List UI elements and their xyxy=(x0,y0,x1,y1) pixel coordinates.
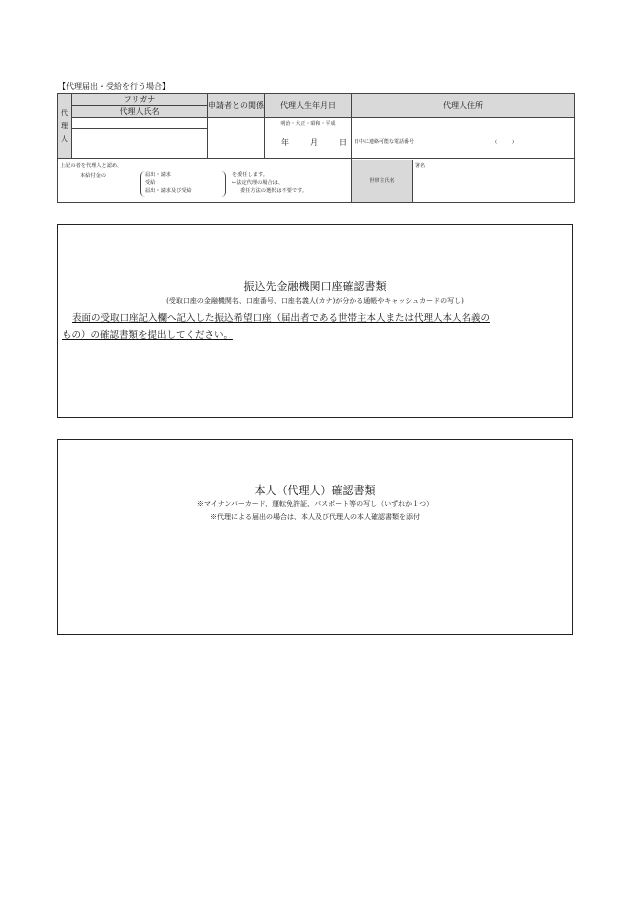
phone-label: 日中に連絡可能な電話番号 xyxy=(354,139,415,146)
bank-box-instruction-2: もの）の確認書類を提出してください。 xyxy=(62,330,234,341)
householder-label: 世帯主氏名 xyxy=(352,160,413,202)
relation-field[interactable] xyxy=(208,118,265,159)
address-field[interactable] xyxy=(352,118,575,159)
bank-account-doc-box xyxy=(57,224,573,418)
name-header: 代理人氏名 xyxy=(72,106,208,118)
phone-field[interactable]: ( ) xyxy=(495,139,514,146)
signature-field[interactable]: 署名 xyxy=(415,162,426,169)
id-box-line-2: ※代理による届出の場合は、本人及び代理人の本人確認書類を添付 xyxy=(210,513,420,521)
year-label: 年 xyxy=(281,138,289,148)
furigana-field[interactable] xyxy=(72,118,208,128)
delegation-options[interactable]: 届出・請求 受給 届出・請求及び受給 xyxy=(140,171,226,197)
id-doc-box xyxy=(57,439,573,635)
id-box-title: 本人（代理人）確認書類 xyxy=(254,484,376,497)
id-box-line-1: ※マイナンバーカード、運転免許証、パスポート等の写し（いずれか１つ） xyxy=(196,500,434,508)
furigana-header: フリガナ xyxy=(72,94,208,106)
proxy-name-field[interactable] xyxy=(72,128,208,159)
birthdate-field[interactable] xyxy=(265,118,352,159)
day-label: 日 xyxy=(339,138,347,148)
address-header: 代理人住所 xyxy=(352,94,575,118)
era-options: 明治・大正・昭和・平成 xyxy=(280,121,336,128)
proxy-vertical-label: 代 理 人 xyxy=(58,94,72,159)
bank-box-subtitle: (受取口座の金融機関名、口座番号、口座名義人(カナ)が分かる通帳やキャッシュカードの写し) xyxy=(166,297,464,305)
bank-box-title: 振込先金融機関口座確認書類 xyxy=(243,280,387,293)
bank-box-instruction-1: 表面の受取口座記入欄へ記入した振込希望口座（届出者である世帯主本人または代理人本人名義の xyxy=(72,313,491,324)
proxy-form-table xyxy=(57,93,575,203)
birthdate-header: 代理人生年月日 xyxy=(265,94,352,118)
relation-header: 申請者との関係 xyxy=(208,94,265,118)
month-label: 月 xyxy=(310,138,318,148)
delegation-statement: 上記の者を代理人と認め、 本給付金の 届出・請求 受給 届出・請求及び受給 を委任します。 ←法定代理の場合は、 委任方法の選択は不要です。 xyxy=(58,159,352,203)
proxy-section-heading: 【代理届出・受給を行う場合】 xyxy=(58,82,170,91)
householder-cell xyxy=(352,159,575,203)
